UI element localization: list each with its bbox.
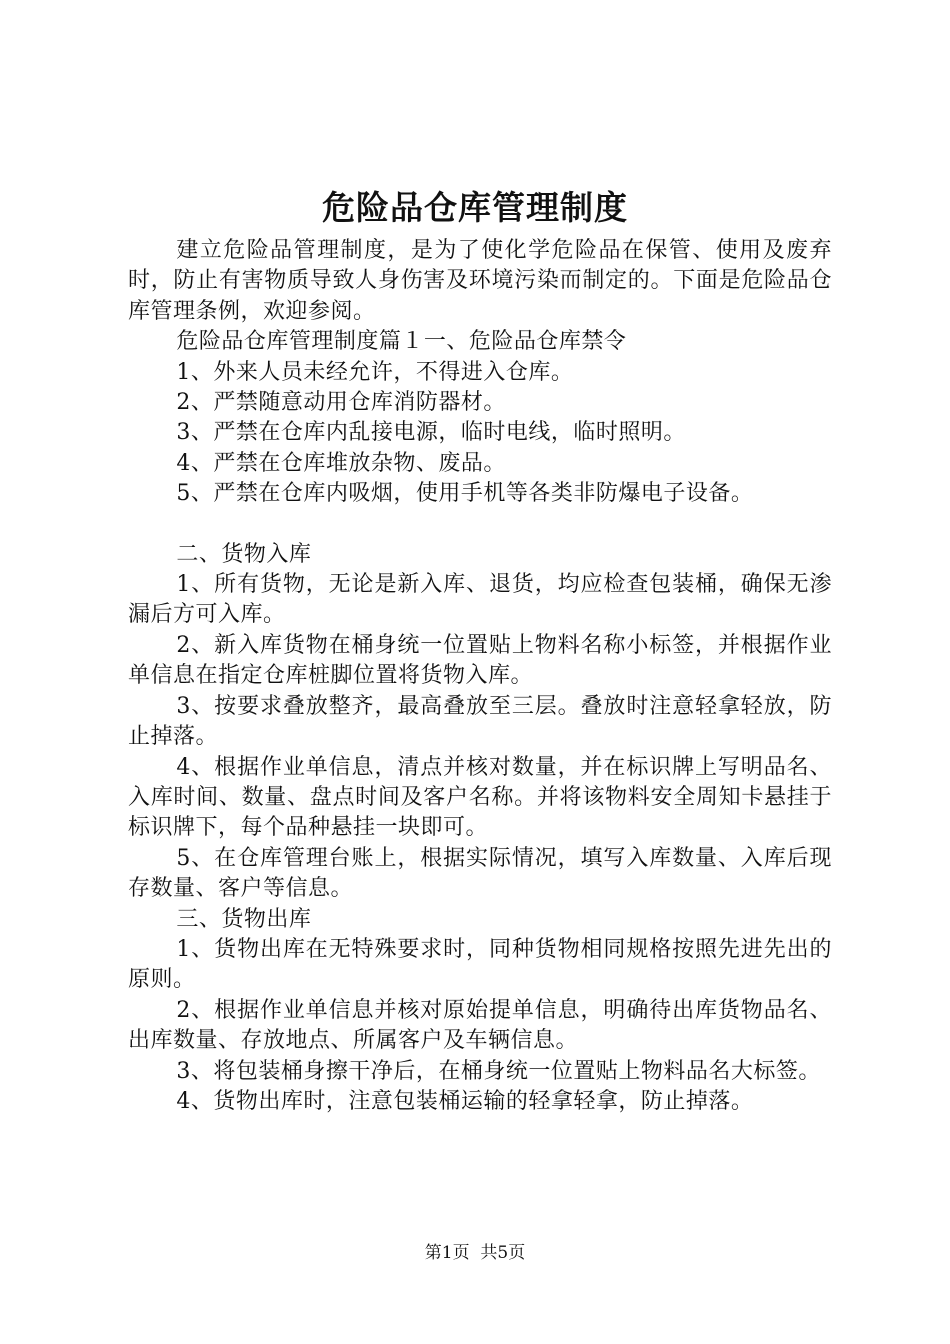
- page-number: 第1页: [424, 1243, 470, 1263]
- list-item: 1、货物出库在无特殊要求时，同种货物相同规格按照先进先出的原则。: [128, 936, 832, 993]
- intro-paragraph: 建立危险品管理制度，是为了使化学危险品在保管、使用及废弃时，防止有害物质导致人身伤害及环境污染而制定的。下面是危险品仓库管理条例，欢迎参阅。: [128, 238, 832, 324]
- list-item: 2、新入库货物在桶身统一位置贴上物料名称小标签，并根据作业单信息在指定仓库桩脚位置将货物入库。: [128, 632, 832, 689]
- list-item: 2、严禁随意动用仓库消防器材。: [176, 390, 506, 416]
- list-item: 3、按要求叠放整齐，最高叠放至三层。叠放时注意轻拿轻放，防止掉落。: [128, 693, 832, 750]
- page-total: 共5页: [480, 1243, 526, 1263]
- section-heading-2: 二、货物入库: [176, 541, 312, 567]
- list-item: 3、将包装桶身擦干净后，在桶身统一位置贴上物料品名大标签。: [176, 1058, 821, 1084]
- page-footer: [0, 1241, 950, 1265]
- document-title: 危险品仓库管理制度: [322, 188, 628, 227]
- section-heading-3: 三、货物出库: [176, 906, 312, 932]
- list-item: 2、根据作业单信息并核对原始提单信息，明确待出库货物品名、出库数量、存放地点、所属客户及车辆信息。: [128, 997, 832, 1054]
- list-item: 5、在仓库管理台账上，根据实际情况，填写入库数量、入库后现存数量、客户等信息。: [128, 845, 832, 902]
- list-item: 4、根据作业单信息，清点并核对数量，并在标识牌上写明品名、入库时间、数量、盘点时间及客户名称。并将该物料安全周知卡悬挂于标识牌下，每个品种悬挂一块即可。: [128, 754, 832, 841]
- list-item: 3、严禁在仓库内乱接电源，临时电线，临时照明。: [176, 420, 686, 446]
- list-item: 5、严禁在仓库内吸烟，使用手机等各类非防爆电子设备。: [176, 481, 754, 507]
- list-item: 1、外来人员未经允许，不得进入仓库。: [176, 359, 574, 385]
- document-body: [128, 236, 832, 1117]
- section-heading-1: 危险品仓库管理制度篇１一、危险品仓库禁令: [176, 329, 627, 355]
- list-item: 4、严禁在仓库堆放杂物、废品。: [176, 450, 506, 476]
- blank-line: [128, 510, 832, 540]
- list-item: 1、所有货物，无论是新入库、退货，均应检查包装桶，确保无渗漏后方可入库。: [128, 572, 832, 628]
- list-item: 4、货物出库时，注意包装桶运输的轻拿轻拿，防止掉落。: [176, 1088, 754, 1114]
